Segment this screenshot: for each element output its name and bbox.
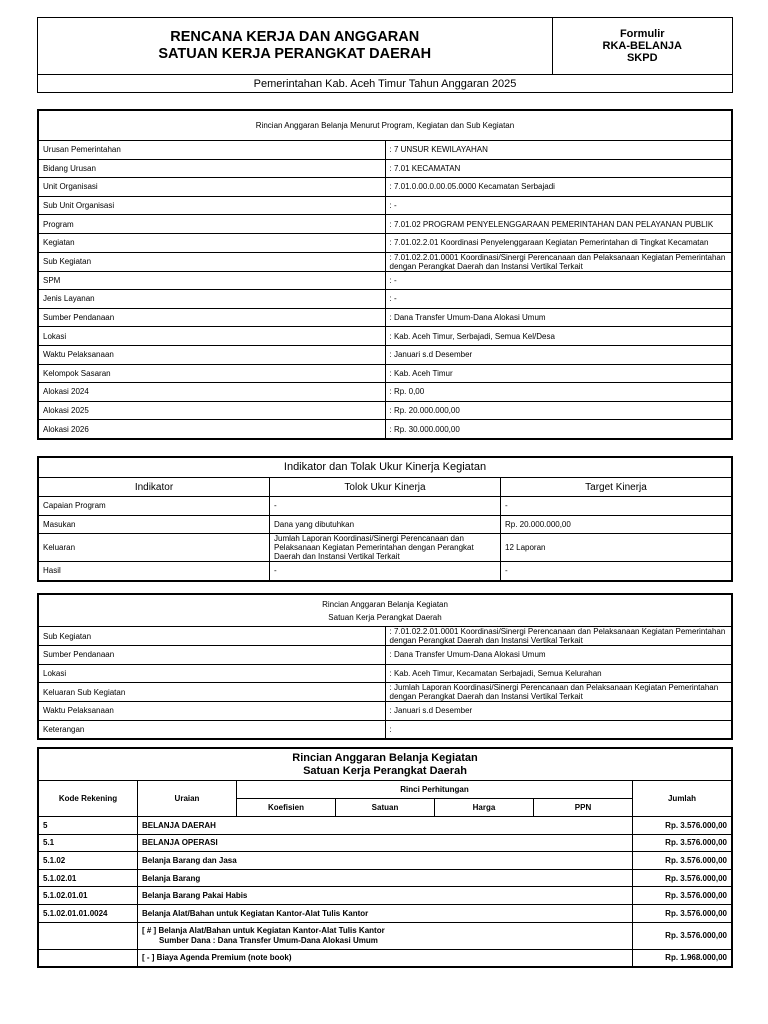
info-row	[39, 233, 732, 252]
info-value: : Rp. 0,00	[385, 383, 732, 402]
title-line-1: RENCANA KERJA DAN ANGGARAN	[170, 28, 420, 45]
form-line-3: SKPD	[626, 51, 658, 64]
info-row	[39, 141, 732, 160]
info-label: Kegiatan	[39, 233, 386, 252]
rekening-jumlah: Rp. 3.576.000,00	[633, 817, 732, 835]
info-value: : 7.01.0.00.0.00.05.0000 Kecamatan Serbajadi	[385, 178, 732, 197]
rekening-uraian: BELANJA OPERASI	[138, 834, 633, 852]
rekening-row	[39, 852, 732, 870]
form-code	[552, 18, 732, 74]
info-value: : Januari s.d Desember	[385, 345, 732, 364]
info-label: Urusan Pemerintahan	[39, 141, 386, 160]
indikator-row	[39, 515, 732, 534]
info-value: : 7.01 KECAMATAN	[385, 159, 732, 178]
info-value: : 7.01.02 PROGRAM PENYELENGGARAAN PEMERINTAHAN DAN PELAYANAN PUBLIK	[385, 215, 732, 234]
info-value: : Dana Transfer Umum-Dana Alokasi Umum	[385, 646, 732, 665]
rekening-uraian: Belanja Barang Pakai Habis	[138, 887, 633, 905]
indikator-cell-target: Rp. 20.000.000,00	[501, 515, 732, 534]
info-value: : Kab. Aceh Timur	[385, 364, 732, 383]
rekening-row	[39, 887, 732, 905]
group-row-line-2: Sumber Dana : Dana Transfer Umum-Dana Alokasi Umum	[159, 935, 378, 945]
col-header-harga: Harga	[435, 799, 534, 817]
rekening-row	[39, 834, 732, 852]
info-value: : Kab. Aceh Timur, Serbajadi, Semua Kel/Desa	[385, 327, 732, 346]
rekening-row	[39, 869, 732, 887]
info-label: Alokasi 2026	[39, 420, 386, 439]
info-row	[39, 308, 732, 327]
rekening-uraian: Belanja Barang dan Jasa	[138, 852, 633, 870]
kegiatan-section-title	[39, 595, 732, 627]
info-label: Alokasi 2025	[39, 401, 386, 420]
info-row	[39, 646, 732, 665]
info-row	[39, 196, 732, 215]
document-header	[37, 17, 733, 93]
info-value: : Januari s.d Desember	[385, 702, 732, 721]
rekening-row	[39, 904, 732, 922]
info-value: : Jumlah Laporan Koordinasi/Sinergi Perencanaan dan Pelaksanaan Kegiatan Pemerintahan dengan Perangkat Daerah dan Instansi Vertikal Terkait	[385, 683, 732, 702]
info-label: Waktu Pelaksanaan	[39, 702, 386, 721]
indikator-section	[37, 456, 733, 582]
indikator-row	[39, 497, 732, 516]
info-row	[39, 664, 732, 683]
info-label: Keluaran Sub Kegiatan	[39, 683, 386, 702]
info-value: : Rp. 20.000.000,00	[385, 401, 732, 420]
info-row	[39, 345, 732, 364]
indikator-cell-tolok-ukur: -	[270, 497, 501, 516]
info-label: SPM	[39, 271, 386, 290]
info-label: Sub Kegiatan	[39, 627, 386, 646]
info-row	[39, 364, 732, 383]
col-header-uraian: Uraian	[138, 781, 237, 817]
title-line-2: SATUAN KERJA PERANGKAT DAERAH	[158, 45, 432, 62]
indikator-row	[39, 562, 732, 581]
info-row	[39, 627, 732, 646]
rincian-title-line-2: Satuan Kerja Perangkat Daerah	[303, 764, 467, 777]
program-section-title: Rincian Anggaran Belanja Menurut Program, Kegiatan dan Sub Kegiatan	[39, 111, 732, 141]
col-header-satuan: Satuan	[336, 799, 435, 817]
item-row-jumlah: Rp. 1.968.000,00	[633, 949, 732, 967]
col-header-jumlah: Jumlah	[633, 781, 732, 817]
info-row	[39, 327, 732, 346]
info-value: : Kab. Aceh Timur, Kecamatan Serbajadi, Semua Kelurahan	[385, 664, 732, 683]
info-row	[39, 383, 732, 402]
info-value: : 7.01.02.2.01 Koordinasi Penyelenggaraan Kegiatan Pemerintahan di Tingkat Kecamatan	[385, 233, 732, 252]
indikator-cell-indikator: Masukan	[39, 515, 270, 534]
info-row	[39, 290, 732, 309]
group-row-line-1: [ # ] Belanja Alat/Bahan untuk Kegiatan Kantor-Alat Tulis Kantor	[142, 925, 385, 935]
col-header-tolok-ukur: Tolok Ukur Kinerja	[270, 478, 501, 497]
indikator-row	[39, 534, 732, 562]
form-line-2: RKA-BELANJA	[602, 39, 682, 52]
indikator-cell-indikator: Keluaran	[39, 534, 270, 562]
group-row-uraian	[138, 922, 633, 949]
rekening-jumlah: Rp. 3.576.000,00	[633, 834, 732, 852]
rincian-section-title	[39, 749, 732, 781]
info-label: Program	[39, 215, 386, 234]
form-line-1: Formulir	[619, 27, 665, 40]
info-value: : 7.01.02.2.01.0001 Koordinasi/Sinergi Perencanaan dan Pelaksanaan Kegiatan Pemerintahan dengan Perangkat Daerah dan Instansi Vertikal Terkait	[385, 252, 732, 271]
item-row-kode	[39, 949, 138, 967]
program-section	[37, 109, 733, 440]
info-value: : Dana Transfer Umum-Dana Alokasi Umum	[385, 308, 732, 327]
indikator-cell-tolok-ukur: Jumlah Laporan Koordinasi/Sinergi Perencanaan dan Pelaksanaan Kegiatan Pemerintahan dengan Perangkat Daerah dan Instansi Vertikal Terkait	[270, 534, 501, 562]
info-label: Alokasi 2024	[39, 383, 386, 402]
rekening-kode: 5.1.02.01.01	[39, 887, 138, 905]
info-row	[39, 702, 732, 721]
info-value: : -	[385, 271, 732, 290]
info-label: Sub Kegiatan	[39, 252, 386, 271]
info-label: Unit Organisasi	[39, 178, 386, 197]
col-header-ppn: PPN	[534, 799, 633, 817]
document-subtitle: Pemerintahan Kab. Aceh Timur Tahun Anggaran 2025	[38, 74, 732, 93]
rekening-jumlah: Rp. 3.576.000,00	[633, 852, 732, 870]
indikator-cell-target: -	[501, 497, 732, 516]
indikator-cell-tolok-ukur: Dana yang dibutuhkan	[270, 515, 501, 534]
info-label: Kelompok Sasaran	[39, 364, 386, 383]
info-label: Lokasi	[39, 664, 386, 683]
kegiatan-title-line-1: Rincian Anggaran Belanja Kegiatan	[322, 599, 448, 609]
rekening-jumlah: Rp. 3.576.000,00	[633, 904, 732, 922]
info-row	[39, 178, 732, 197]
indikator-cell-target: 12 Laporan	[501, 534, 732, 562]
col-header-indikator: Indikator	[39, 478, 270, 497]
info-row	[39, 401, 732, 420]
document-title	[38, 18, 552, 74]
info-value: : 7 UNSUR KEWILAYAHAN	[385, 141, 732, 160]
info-value: :	[385, 720, 732, 739]
info-label: Waktu Pelaksanaan	[39, 345, 386, 364]
rekening-row	[39, 817, 732, 835]
indikator-section-title: Indikator dan Tolak Ukur Kinerja Kegiatan	[39, 458, 732, 478]
info-label: Sub Unit Organisasi	[39, 196, 386, 215]
info-value: : 7.01.02.2.01.0001 Koordinasi/Sinergi Perencanaan dan Pelaksanaan Kegiatan Pemerintahan dengan Perangkat Daerah dan Instansi Vertikal Terkait	[385, 627, 732, 646]
rekening-jumlah: Rp. 3.576.000,00	[633, 869, 732, 887]
info-label: Bidang Urusan	[39, 159, 386, 178]
info-row	[39, 683, 732, 702]
rekening-uraian: BELANJA DAERAH	[138, 817, 633, 835]
info-label: Lokasi	[39, 327, 386, 346]
rincian-title-line-1: Rincian Anggaran Belanja Kegiatan	[292, 751, 478, 764]
info-label: Jenis Layanan	[39, 290, 386, 309]
item-row-uraian: [ - ] Biaya Agenda Premium (note book)	[138, 949, 633, 967]
rekening-kode: 5	[39, 817, 138, 835]
info-value: : -	[385, 196, 732, 215]
col-header-kode: Kode Rekening	[39, 781, 138, 817]
group-row-kode	[39, 922, 138, 949]
info-label: Sumber Pendanaan	[39, 646, 386, 665]
info-row	[39, 271, 732, 290]
info-value: : -	[385, 290, 732, 309]
info-row	[39, 720, 732, 739]
rekening-kode: 5.1.02	[39, 852, 138, 870]
col-header-rinci: Rinci Perhitungan	[237, 781, 633, 799]
rekening-jumlah: Rp. 3.576.000,00	[633, 887, 732, 905]
indikator-cell-tolok-ukur: -	[270, 562, 501, 581]
group-row-jumlah: Rp. 3.576.000,00	[633, 922, 732, 949]
info-value: : Rp. 30.000.000,00	[385, 420, 732, 439]
info-row	[39, 159, 732, 178]
info-label: Keterangan	[39, 720, 386, 739]
info-row	[39, 252, 732, 271]
indikator-cell-indikator: Hasil	[39, 562, 270, 581]
indikator-cell-indikator: Capaian Program	[39, 497, 270, 516]
rekening-kode: 5.1.02.01.01.0024	[39, 904, 138, 922]
kegiatan-section	[37, 593, 733, 740]
rekening-kode: 5.1.02.01	[39, 869, 138, 887]
rekening-kode: 5.1	[39, 834, 138, 852]
rincian-section	[37, 747, 733, 968]
col-header-koefisien: Koefisien	[237, 799, 336, 817]
kegiatan-title-line-2: Satuan Kerja Perangkat Daerah	[328, 612, 442, 622]
rekening-uraian: Belanja Barang	[138, 869, 633, 887]
rekening-uraian: Belanja Alat/Bahan untuk Kegiatan Kantor-Alat Tulis Kantor	[138, 904, 633, 922]
col-header-target: Target Kinerja	[501, 478, 732, 497]
info-label: Sumber Pendanaan	[39, 308, 386, 327]
info-row	[39, 215, 732, 234]
indikator-cell-target: -	[501, 562, 732, 581]
info-row	[39, 420, 732, 439]
